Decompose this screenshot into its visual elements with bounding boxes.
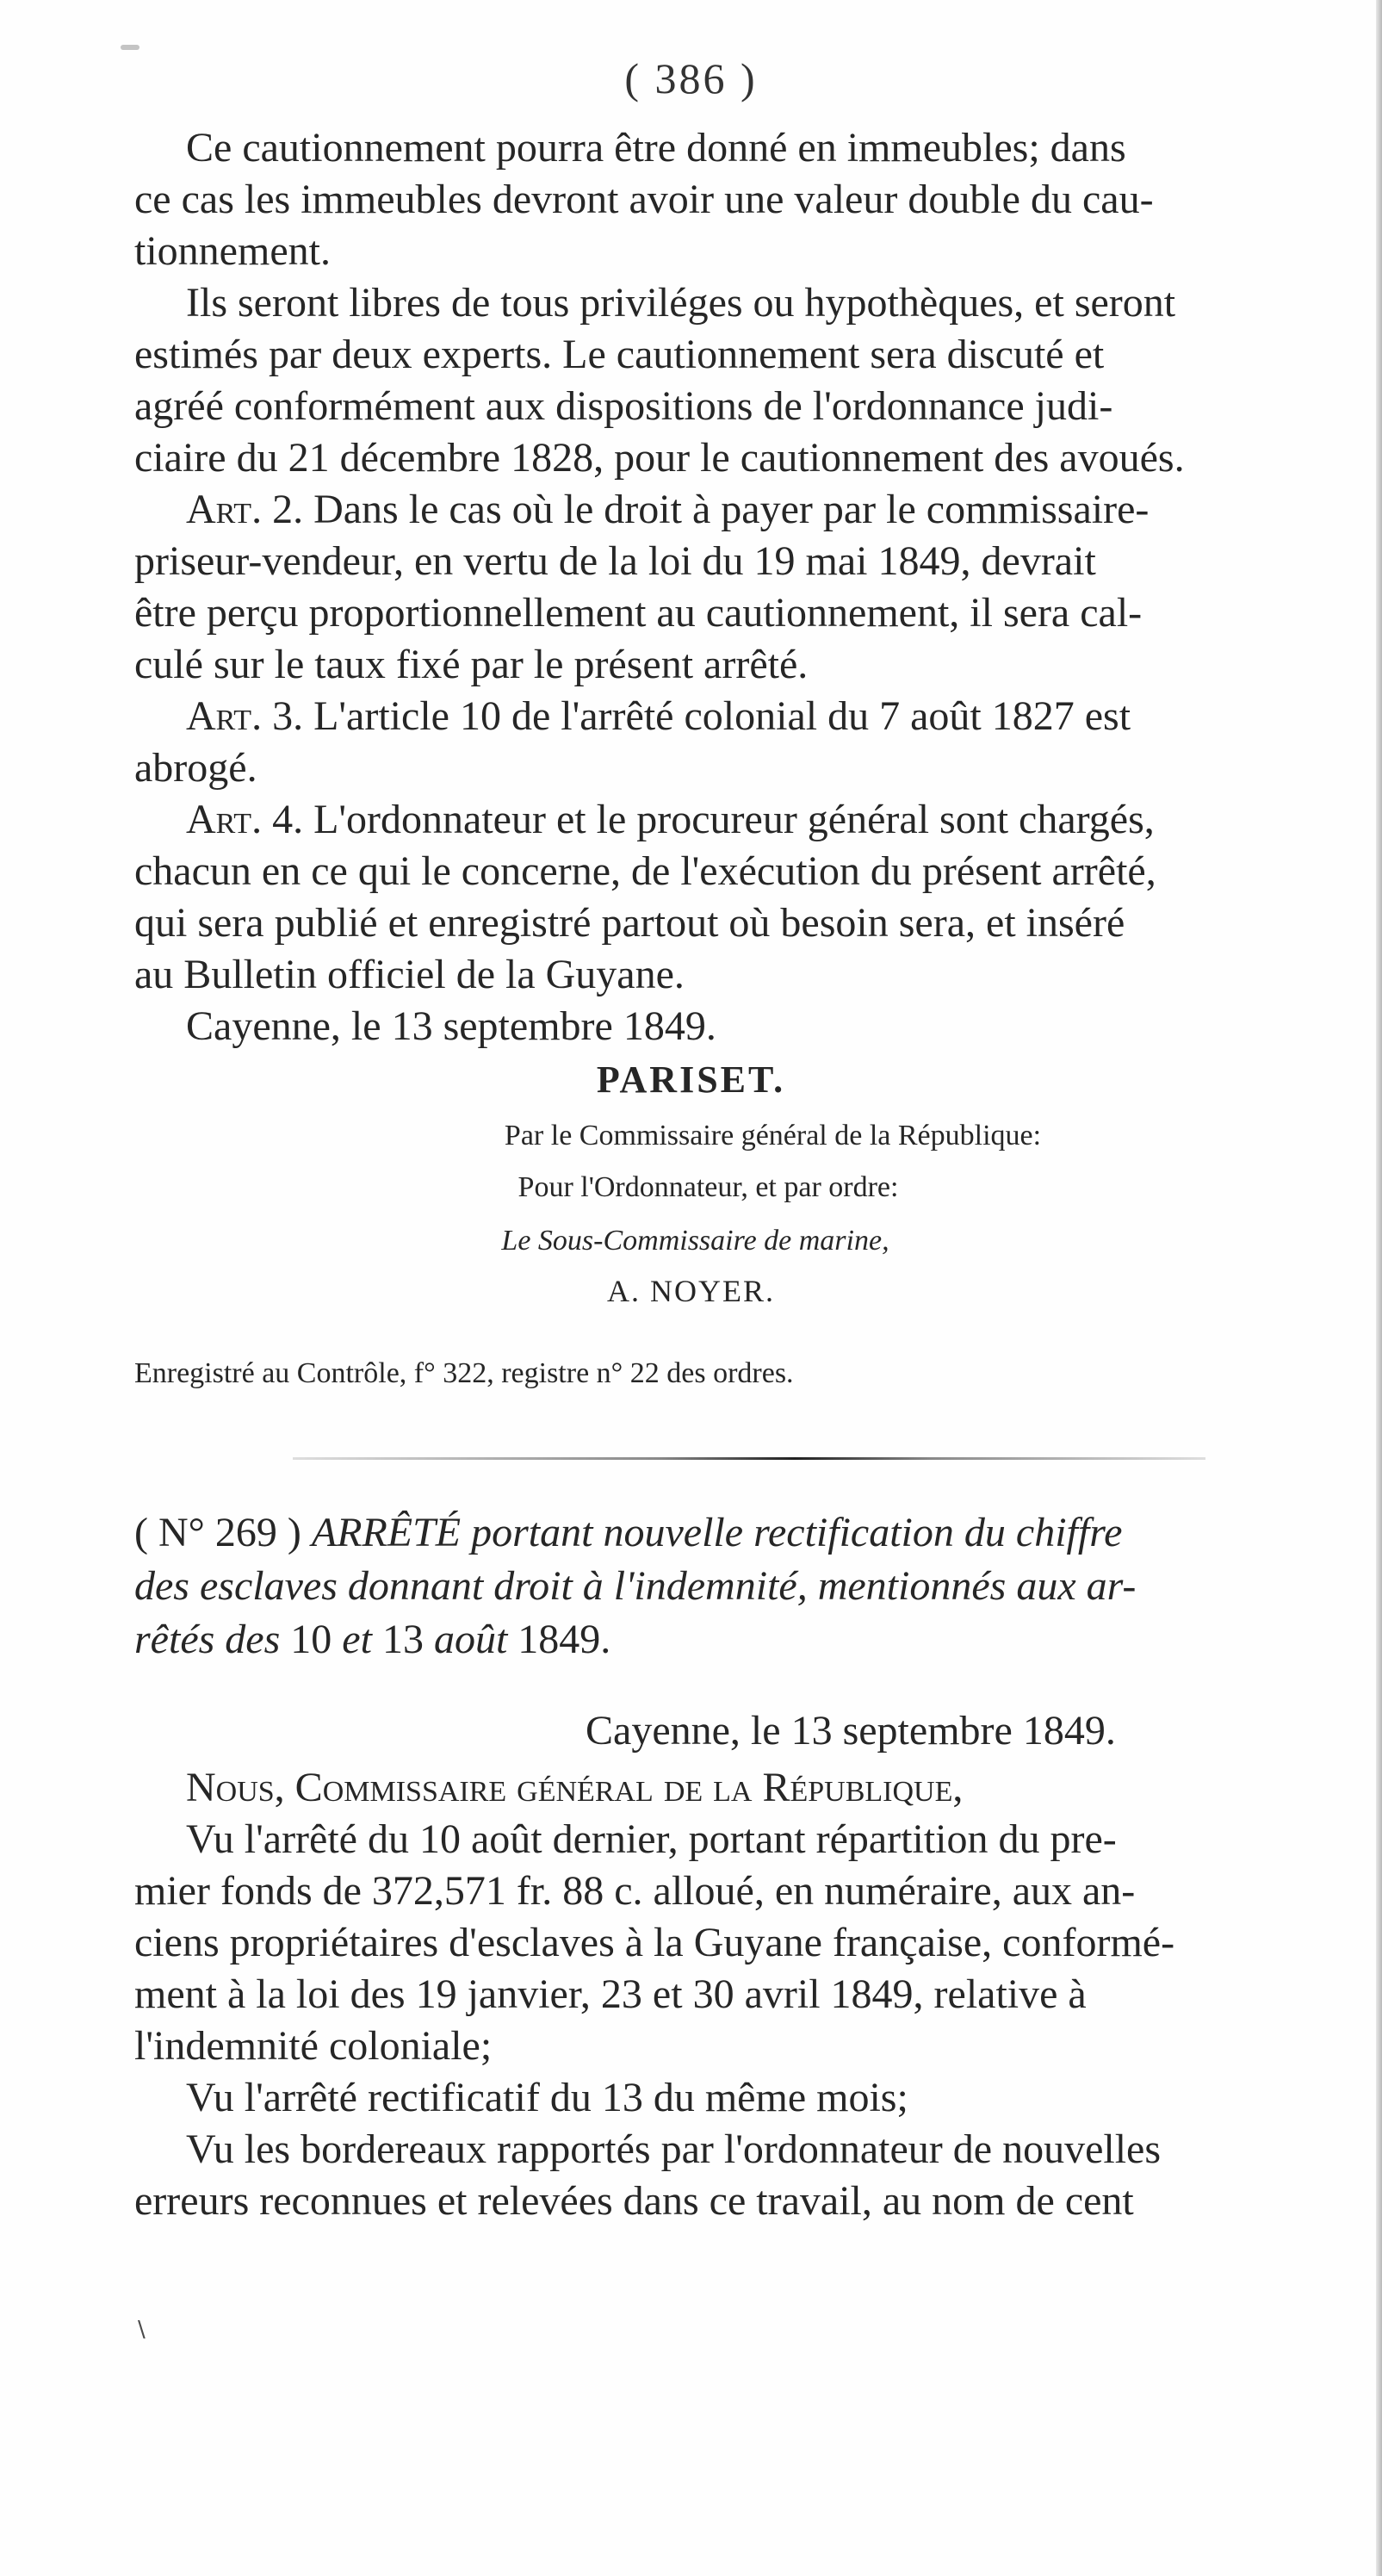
text-line: L'article 10 de l'arrêté colonial du 7 août 1827 est [313,693,1131,739]
signature-noyer: A. NOYER. [607,1274,775,1308]
text-line: Ce cautionnement pourra être donné en immeubles; dans [186,125,1126,171]
signature-line-2: Pour l'Ordonnateur, et par ordre: [517,1171,899,1203]
article-label: Art. [186,693,263,739]
text-line: Dans le cas où le droit à payer par le commissaire- [313,487,1150,532]
text-line: Vu l'arrêté du 10 août dernier, portant répartition du pre- [186,1816,1117,1862]
title-fragment: 10 [290,1617,332,1662]
text-line: ce cas les immeubles devront avoir une valeur double du cau- [134,177,1154,222]
text-line: être perçu proportionnellement au cautionnement, il sera cal- [134,590,1143,636]
title-fragment: rêtés des [134,1617,281,1662]
decree-date-text: Cayenne, le 13 septembre 1849. [586,1708,1116,1754]
scan-speck [121,45,139,50]
article-2-first-line [186,484,1149,536]
text-line: l'indemnité coloniale; [134,2023,493,2069]
article-number: 4. [272,797,304,842]
text-line: abrogé. [134,745,257,791]
text-line: ment à la loi des 19 janvier, 23 et 30 avril 1849, relative à [134,1971,1087,2017]
date-text: Cayenne, le 13 septembre 1849. [186,1003,716,1049]
decree-title-line-1 [134,1507,1122,1559]
article-3-first-line [186,691,1131,742]
title-fragment: 1849. [517,1617,611,1662]
section-divider [293,1457,1205,1460]
stray-mark: \ [138,2317,146,2343]
text-line: erreurs reconnues et relevées dans ce travail, au nom de cent [134,2178,1134,2224]
page-number: ( 386 ) [624,54,758,102]
nous-text: Nous, Commissaire général de la République, [186,1765,964,1810]
text-line: culé sur le taux fixé par le présent arrêté. [134,642,809,687]
article-number: 2. [272,487,304,532]
text-line: ciaire du 21 décembre 1828, pour le cautionnement des avoués. [134,435,1185,481]
title-fragment: août [433,1617,508,1662]
title-fragment: et [342,1617,372,1662]
text-line: tionnement. [134,228,331,274]
text-line: ciens propriétaires d'esclaves à la Guyane française, conformé- [134,1920,1175,1965]
text-line: mier fonds de 372,571 fr. 88 c. alloué, en numéraire, aux an- [134,1868,1136,1914]
text-line: qui sera publié et enregistré partout où besoin sera, et inséré [134,900,1125,946]
decree-number: ( N° 269 ) [134,1510,301,1555]
text-line: Ils seront libres de tous priviléges ou hypothèques, et seront [186,280,1176,326]
signature-line-1: Par le Commissaire général de la République: [504,1120,1042,1151]
signature-line-3: Le Sous-Commissaire de marine, [501,1225,889,1257]
article-label: Art. [186,797,263,842]
text-line: L'ordonnateur et le procureur général sont chargés, [313,797,1155,842]
decree-title-line-3 [134,1614,610,1666]
text-line: priseur-vendeur, en vertu de la loi du 19 mai 1849, devrait [134,538,1096,584]
registration-note: Enregistré au Contrôle, f° 322, registre n° 22 des ordres. [134,1357,794,1389]
text-line: Vu l'arrêté rectificatif du 13 du même mois; [186,2075,908,2120]
article-label: Art. [186,487,263,532]
article-4-first-line [186,794,1155,846]
decree-title-line-2: des esclaves donnant droit à l'indemnité, mentionnés aux ar- [134,1563,1137,1609]
article-number: 3. [272,693,304,739]
text-line: agréé conformément aux dispositions de l'ordonnance judi- [134,383,1113,429]
text-line: au Bulletin officiel de la Guyane. [134,952,685,997]
signature-pariset: PARISET. [596,1058,786,1101]
text-line: estimés par deux experts. Le cautionnement sera discuté et [134,332,1105,377]
text-line: Vu les bordereaux rapportés par l'ordonnateur de nouvelles [186,2126,1162,2172]
decree-title-text: ARRÊTÉ portant nouvelle rectification du chiffre [311,1510,1123,1555]
title-fragment: 13 [381,1617,424,1662]
text-line: chacun en ce qui le concerne, de l'exécution du présent arrêté, [134,848,1156,894]
